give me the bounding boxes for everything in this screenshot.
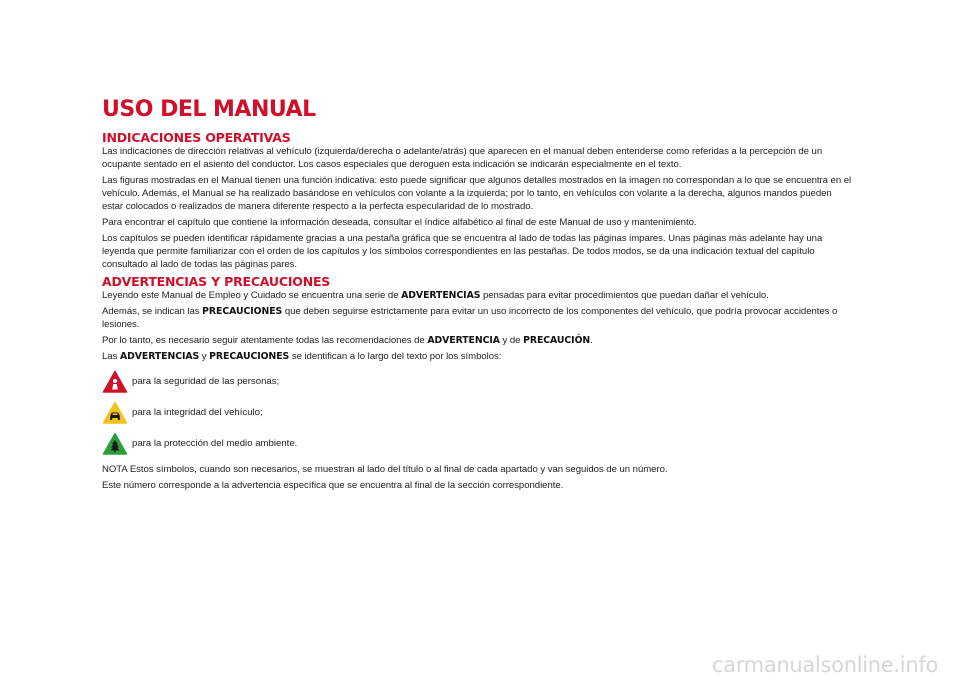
symbol-row-persons <box>102 366 852 397</box>
symbol-caption: para la protección del medio ambiente. <box>132 438 298 449</box>
text-run: Las <box>102 351 120 362</box>
text-run: que deben seguirse estrictamente para evitar un uso incorrecto de los componentes del vehículo, que podría provocar accidentes o lesiones. <box>102 306 838 330</box>
text-run: Leyendo este Manual de Empleo y Cuidado se encuentra una serie de <box>102 290 402 301</box>
keyword-precauciones: PRECAUCIONES <box>209 351 290 362</box>
paragraph: Para encontrar el capítulo que contiene la información deseada, consultar el índice alfabético al final de este Manual de uso y mantenimiento. <box>102 217 697 228</box>
keyword-advertencias: ADVERTENCIAS <box>401 290 481 301</box>
symbol-row-environment <box>102 428 852 459</box>
text-run: y <box>199 351 210 362</box>
text-run: pensadas para evitar procedimientos que puedan dañar el vehículo. <box>480 290 769 301</box>
paragraph <box>102 350 852 363</box>
paragraph <box>102 289 852 302</box>
keyword-advertencia: ADVERTENCIA <box>427 335 500 346</box>
keyword-precauciones: PRECAUCIONES <box>202 306 283 317</box>
section-heading-advertencias: ADVERTENCIAS Y PRECAUCIONES <box>102 274 331 289</box>
text-run: Además, se indican las <box>102 306 203 317</box>
keyword-advertencias: ADVERTENCIAS <box>119 351 200 362</box>
page-title: USO DEL MANUAL <box>102 97 316 122</box>
paragraph: Las figuras mostradas en el Manual tienen una función indicativa: esto puede significar que algunos detalles mostrados en la imagen no correspondan a lo que se encuentra en el vehículo. Además, el Manual se ha realizado basándose en vehículos con volante a la izquierda; por lo tanto, en vehículos con volante a la derecha, algunos mandos pueden estar colocados o realizados de manera diferente respecto a la perfecta especularidad de lo mostrado. <box>102 175 852 212</box>
paragraph <box>102 334 852 347</box>
environment-warning-icon <box>102 432 128 456</box>
section-heading-indicaciones: INDICACIONES OPERATIVAS <box>102 130 291 145</box>
symbol-caption: para la seguridad de las personas; <box>132 376 280 387</box>
paragraph: Este número corresponde a la advertencia específica que se encuentra al final de la sección correspondiente. <box>102 480 564 491</box>
paragraph <box>102 305 852 331</box>
text-run: y de <box>499 335 524 346</box>
text-run: Por lo tanto, es necesario seguir atentamente todas las recomendaciones de <box>102 335 428 346</box>
manual-page <box>102 97 852 495</box>
paragraph: Los capítulos se pueden identificar rápidamente gracias a una pestaña gráfica que se encuentra al lado de todas las páginas impares. Unas páginas más adelante hay una leyenda que permite familiarizar con el orden de los capítulos y los símbolos correspondientes en las pestañas. De todos modos, se da una indicación textual del capítulo consultado al lado de todas las páginas pares. <box>102 233 823 270</box>
vehicle-warning-icon <box>102 401 128 425</box>
text-run: . <box>590 335 593 346</box>
keyword-precaucion: PRECAUCIÓN <box>523 335 591 346</box>
paragraph: Las indicaciones de dirección relativas al vehículo (izquierda/derecha o adelante/atrás) que aparecen en el manual deben entenderse como referidas a la percepción de un ocupante sentado en el asiento del conductor. Los casos especiales que deroguen esta indicación se indicarán especialmente en el texto. <box>102 146 823 170</box>
person-warning-icon <box>102 370 128 394</box>
symbol-row-vehicle <box>102 397 852 428</box>
note-paragraph: NOTA Estos símbolos, cuando son necesarios, se muestran al lado del título o al final de cada apartado y van seguidos de un número. <box>102 464 668 475</box>
watermark: carmanualsonline.info <box>711 653 938 677</box>
symbol-caption: para la integridad del vehículo; <box>132 407 263 418</box>
text-run: se identifican a lo largo del texto por los símbolos: <box>289 351 502 362</box>
